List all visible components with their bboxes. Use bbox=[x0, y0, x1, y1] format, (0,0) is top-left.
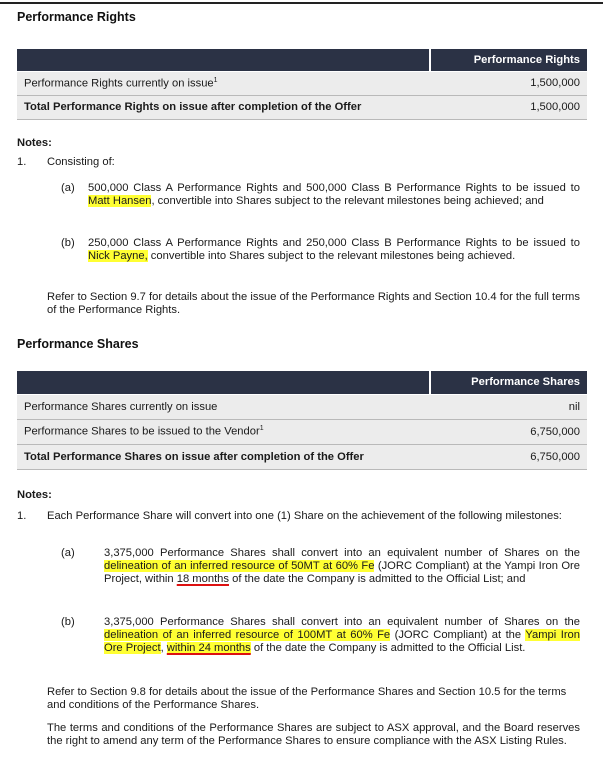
item-label-a: (a) bbox=[61, 547, 75, 559]
rights-refer-paragraph: Refer to Section 9.7 for details about the issue of the Performance Rights and Section 10.4 for the full terms of the Performance Rights. bbox=[47, 291, 580, 317]
row-label: Performance Rights currently on issue bbox=[24, 77, 214, 90]
shares-table bbox=[17, 371, 587, 470]
table-row bbox=[17, 394, 587, 419]
table-row bbox=[17, 71, 587, 95]
row-label: Performance Shares currently on issue bbox=[17, 394, 430, 419]
rights-table-header bbox=[17, 49, 587, 71]
table-row-total bbox=[17, 444, 587, 469]
highlight: delineation of an inferred resource of 100MT at 60% Fe bbox=[104, 629, 391, 642]
notes-heading: Notes: bbox=[17, 137, 52, 149]
row-label: Performance Shares to be issued to the Vendor bbox=[24, 425, 260, 438]
rights-col-header: Performance Rights bbox=[430, 49, 587, 71]
row-value: nil bbox=[430, 394, 587, 419]
note-text: Each Performance Share will convert into one (1) Share on the achievement of the following milestones: bbox=[47, 510, 562, 522]
highlight: delineation of an inferred resource of 50MT at 60% Fe bbox=[104, 560, 375, 573]
row-value: 6,750,000 bbox=[430, 444, 587, 469]
shares-item-a: 3,375,000 Performance Shares shall convert into an equivalent number of Shares on the delineation of an inferred resource of 50MT at 60% Fe (JORC Compliant) at the Yampi Iron Ore Project, within 18 months of the date the Company is admitted to the Official List; and bbox=[104, 547, 581, 586]
item-label-a: (a) bbox=[61, 182, 75, 194]
note-number: 1. bbox=[17, 156, 27, 168]
row-value: 1,500,000 bbox=[430, 71, 587, 95]
item-label-b: (b) bbox=[61, 237, 75, 249]
note-text: Consisting of: bbox=[47, 156, 115, 168]
table-row-total bbox=[17, 95, 587, 119]
rights-item-a: 500,000 Class A Performance Rights and 500,000 Class B Performance Rights to be issued to Matt Hansen, convertible into Shares subject to the relevant milestones being achieved; and bbox=[88, 182, 580, 208]
notes-heading: Notes: bbox=[17, 489, 52, 501]
highlight-underline: within 24 months bbox=[166, 642, 251, 655]
note-number: 1. bbox=[17, 510, 27, 522]
shares-refer-paragraph: Refer to Section 9.8 for details about the issue of the Performance Shares and Section 10.5 for the terms and conditions of the Performance Shares. bbox=[47, 686, 567, 712]
underline-mark: 18 months bbox=[176, 573, 229, 586]
item-label-b: (b) bbox=[61, 616, 75, 628]
row-value: 1,500,000 bbox=[430, 95, 587, 119]
highlight: Matt Hansen bbox=[88, 195, 152, 208]
row-label: Total Performance Rights on issue after completion of the Offer bbox=[17, 95, 430, 119]
shares-terms-paragraph: The terms and conditions of the Performance Shares are subject to ASX approval, and the Board reserves the right to amend any term of the Performance Shares to ensure compliance with the ASX Listing Rules. bbox=[47, 722, 580, 748]
rights-item-b: 250,000 Class A Performance Rights and 250,000 Class B Performance Rights to be issued to Nick Payne, convertible into Shares subject to the relevant milestones being achieved. bbox=[88, 237, 580, 263]
highlight: Yampi Iron Ore Project bbox=[104, 629, 580, 655]
rights-table bbox=[17, 49, 587, 120]
shares-item-b: 3,375,000 Performance Shares shall convert into an equivalent number of Shares on the delineation of an inferred resource of 100MT at 60% Fe (JORC Compliant) at the Yampi Iron Ore Project, within 24 months of the date the Company is admitted to the Official List. bbox=[104, 616, 580, 655]
table-row bbox=[17, 419, 587, 444]
section-heading-shares: Performance Shares bbox=[17, 337, 139, 351]
section-heading-rights: Performance Rights bbox=[17, 10, 136, 24]
row-value: 6,750,000 bbox=[430, 419, 587, 444]
shares-table-header bbox=[17, 371, 587, 394]
footnote-ref: 1 bbox=[213, 76, 218, 84]
footnote-ref: 1 bbox=[259, 425, 264, 433]
highlight: Nick Payne, bbox=[88, 250, 148, 263]
shares-col-header: Performance Shares bbox=[430, 371, 587, 394]
top-rule bbox=[0, 2, 603, 4]
row-label: Total Performance Shares on issue after completion of the Offer bbox=[17, 444, 430, 469]
